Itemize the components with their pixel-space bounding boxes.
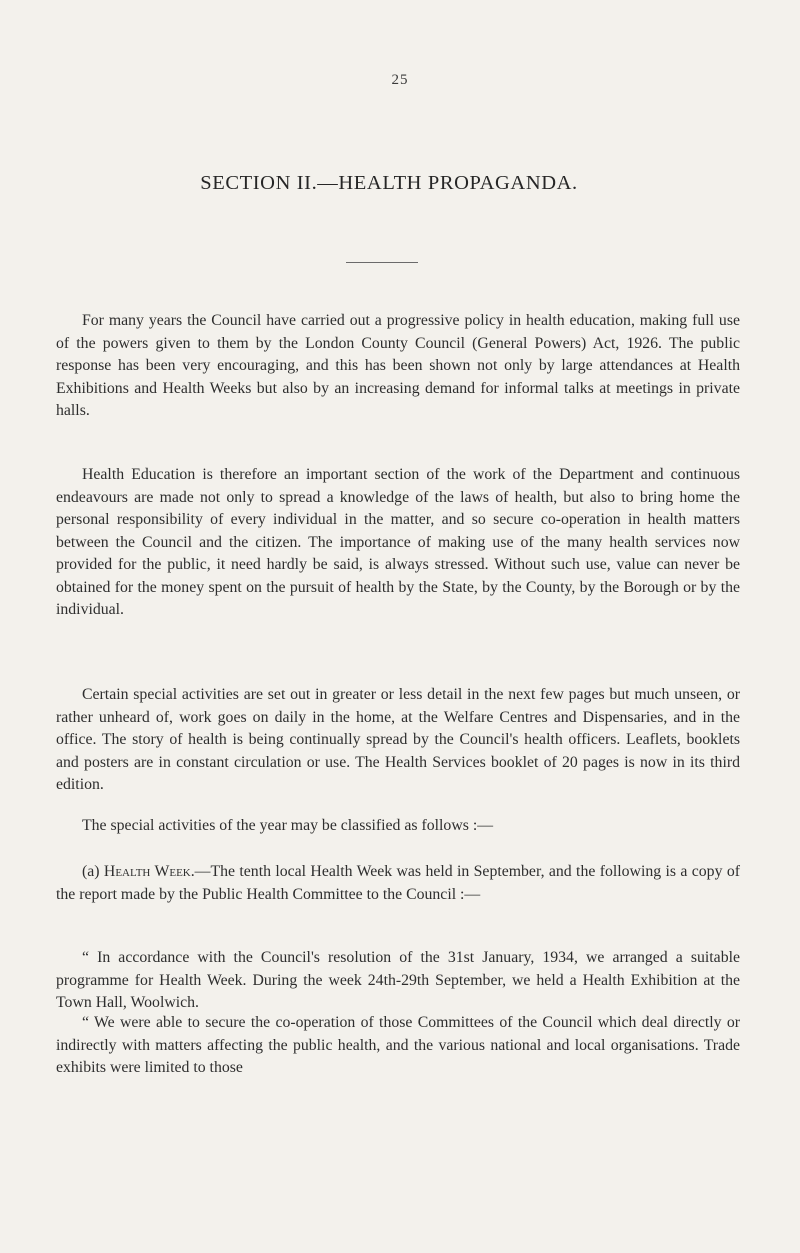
item-heading: Health Week [103, 863, 191, 880]
paragraph-text: The special activities of the year may be classified as follows :— [82, 817, 494, 834]
paragraph-text [56, 861, 740, 906]
paragraph-text: Certain special activities are set out in greater or less detail in the next few pages but much unseen, or rather unheard of, work goes on daily in the home, at the Welfare Centres and Dispensaries, and in the office. The story of health is being continually spread by the Council's health officers. Leaflets, booklets and posters are in constant circulation or use. The Health Services booklet of 20 pages is now in its third edition. [56, 686, 740, 793]
paragraph-text: For many years the Council have carried out a progressive policy in health education, making full use of the powers given to them by the London County Council (General Powers) Act, 1926. The public response has been very encouraging, and this has been shown not only by large attendances at Health Exhibitions and Health Weeks but also by an increasing demand for informal talks at meetings in private halls. [56, 312, 740, 419]
paragraph-text: Health Education is therefore an important section of the work of the Department and continuous endeavours are made not only to spread a knowledge of the laws of health, but also to bring home the personal responsibility of every individual in the matter, and so secure co-operation in health matters between the Council and the citizen. The importance of making use of the many health services now provided for the public, it need hardly be said, is always stressed. Without such use, value can never be obtained for the money spent on the pursuit of health by the State, by the County, by the Borough or by the individual. [56, 466, 740, 618]
section-title: SECTION II.—HEALTH PROPAGANDA. [200, 172, 578, 194]
paragraph-report-quote-1 [56, 947, 740, 1015]
paragraph-classification [56, 815, 740, 838]
paragraph-report-quote-2 [56, 1012, 740, 1080]
item-label: (a) [82, 863, 100, 880]
paragraph-health-week [56, 861, 740, 906]
paragraph-health-education-importance [56, 464, 740, 622]
paragraph-text: “ In accordance with the Council's resolution of the 31st January, 1934, we arranged a suitable programme for Health Week. During the week 24th-29th September, we held a Health Exhibition at the Town Hall, Woolwich. [56, 949, 740, 1011]
page-number: 25 [391, 72, 409, 88]
section-divider [346, 262, 418, 263]
paragraph-special-activities [56, 684, 740, 797]
paragraph-text: “ We were able to secure the co-operation of those Committees of the Council which deal directly or indirectly with matters affecting the public health, and the various national and local organisations. Trade exhibits were limited to those [56, 1014, 740, 1076]
item-text: .—The tenth local Health Week was held in September, and the following is a copy of the report made by the Public Health Committee to the Council :— [56, 863, 740, 903]
paragraph-health-education-policy [56, 310, 740, 423]
